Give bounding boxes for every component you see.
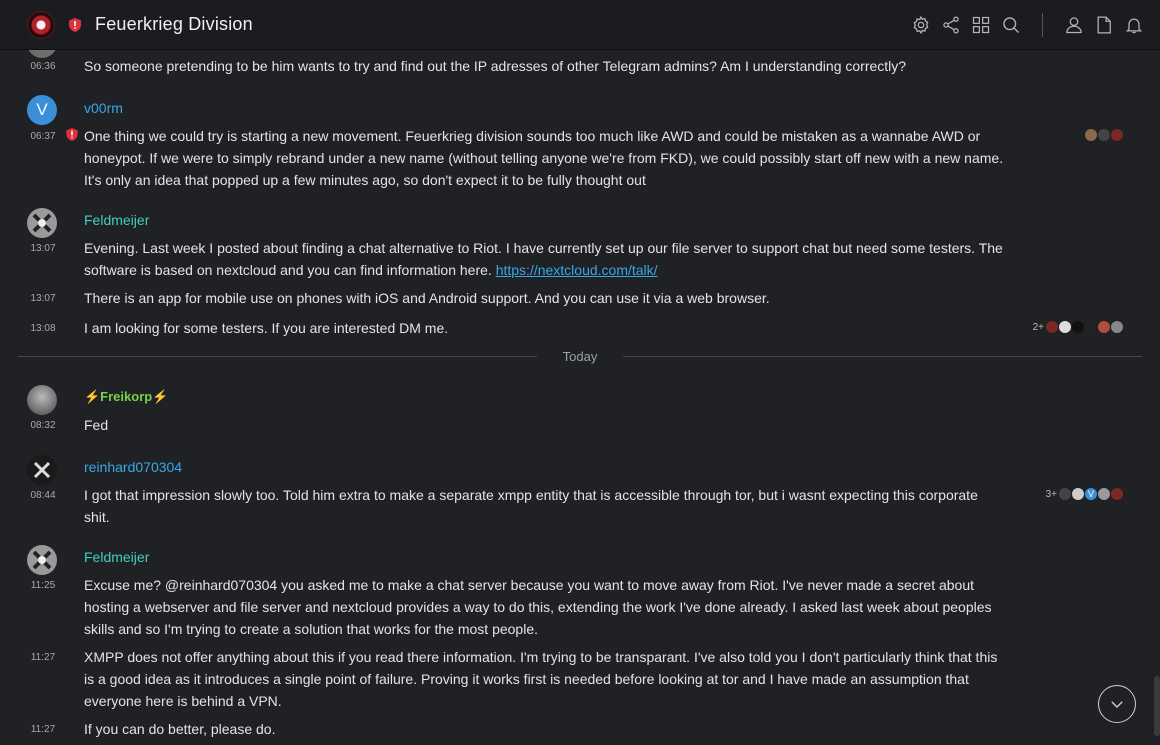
apps-grid-icon[interactable] [970, 14, 992, 36]
receipt-avatar [1058, 487, 1072, 501]
message-body: If you can do better, please do. [84, 721, 276, 737]
receipt-avatar [1110, 320, 1124, 334]
jump-to-bottom-button[interactable] [1098, 685, 1136, 723]
receipt-avatar [1110, 128, 1124, 142]
receipt-avatar [1071, 320, 1085, 334]
message-body: Excuse me? @reinhard070304 you asked me to make a chat server because you want to move away from Riot. I've never made a secret about hosting a webserver and file server and nextcloud provides a way to do this, extending the work I've done already. I asked last week about peoples skills and so I'm trying to create a solution that works for the most people. [84, 577, 992, 637]
message-timeline[interactable] [0, 50, 1152, 745]
message-timestamp: 11:25 [30, 580, 56, 591]
sender-name[interactable]: v00rm [84, 100, 123, 116]
header-toolbar [902, 0, 1145, 50]
shield-alert-icon [66, 128, 78, 141]
message-timestamp: 11:27 [30, 724, 56, 735]
message-timestamp: 08:32 [30, 420, 56, 431]
files-icon[interactable] [1093, 14, 1115, 36]
message-text: Evening. Last week I posted about finding a chat alternative to Riot. I have currently set up our file server to support chat but need some testers. The software is based on nextcloud and you can find information here. [84, 240, 1003, 278]
message-body: XMPP does not offer anything about this if you read there information. I'm trying to be transparant. I've also told you I don't particularly think that this is a good idea as it introduces a single point of failure. Proving it works first is needed before looking at tor and I have made an assumption that everyone here is behind a VPN. [84, 649, 998, 709]
members-icon[interactable] [1063, 14, 1085, 36]
read-receipts[interactable] [1085, 128, 1124, 142]
toolbar-divider [1042, 13, 1043, 37]
message-timestamp: 06:36 [30, 61, 56, 72]
message-body: Fed [84, 417, 109, 433]
message-timestamp: 13:07 [30, 243, 56, 254]
message-timestamp: 13:08 [30, 323, 56, 334]
receipt-avatar [1045, 320, 1059, 334]
message-timestamp: 06:37 [30, 131, 56, 142]
chevron-down-icon [1108, 695, 1126, 713]
room-avatar[interactable] [27, 11, 55, 39]
message-timestamp: 11:27 [30, 652, 56, 663]
read-receipts[interactable] [1046, 487, 1124, 501]
avatar[interactable] [27, 95, 57, 125]
receipt-avatar [1084, 128, 1098, 142]
room-header [0, 0, 1160, 50]
avatar[interactable] [27, 455, 57, 485]
message-body: I am looking for some testers. If you are interested DM me. [84, 320, 449, 336]
sender-name[interactable]: Feldmeijer [84, 549, 150, 565]
message-link[interactable]: https://nextcloud.com/talk/ [495, 262, 658, 278]
receipt-avatar [1084, 487, 1098, 501]
message-timestamp: 13:07 [30, 293, 56, 304]
notifications-icon[interactable] [1123, 14, 1145, 36]
avatar[interactable] [27, 385, 57, 415]
receipt-avatar [1071, 487, 1085, 501]
avatar[interactable] [27, 50, 57, 58]
avatar-letter: V [36, 100, 48, 119]
message-body: There is an app for mobile use on phones with iOS and Android support. And you can use it via a web browser. [84, 290, 770, 306]
avatar[interactable] [27, 208, 57, 238]
shield-alert-icon [69, 18, 81, 32]
share-icon[interactable] [940, 14, 962, 36]
date-divider-label: Today [537, 349, 623, 364]
message-body: I got that impression slowly too. Told him extra to make a separate xmpp entity that is accessible through tor, but i wasnt expecting this corporate shit. [84, 487, 978, 525]
receipt-avatar [1097, 128, 1111, 142]
message-timestamp: 08:44 [30, 490, 56, 501]
room-name: Feuerkrieg Division [95, 14, 253, 34]
sender-name[interactable]: ⚡Freikorp⚡ [84, 389, 169, 404]
sender-name[interactable]: reinhard070304 [84, 459, 183, 475]
timeline-scrollbar[interactable] [1154, 676, 1160, 736]
settings-icon[interactable] [910, 14, 932, 36]
receipt-letter: V [1087, 489, 1094, 499]
receipt-avatar [1084, 320, 1098, 334]
receipt-count: 3+ [1045, 488, 1057, 500]
sender-name[interactable]: Feldmeijer [84, 212, 150, 228]
message-body [84, 237, 1004, 281]
receipt-avatar [1097, 487, 1111, 501]
receipt-count: 2+ [1032, 321, 1044, 333]
message-body: One thing we could try is starting a new movement. Feuerkrieg division sounds too much like AWD and could be mistaken as a wannabe AWD or honeypot. If we were to simply rebrand under a new name (without telling anyone we're from FKD), we could possibly start off new with a new name. It's only an idea that popped up a few minutes ago, so don't expect it to be fully thought out [84, 128, 1004, 188]
message-body: So someone pretending to be him wants to try and find out the IP adresses of other Telegram admins? Am I understanding correctly? [84, 58, 907, 74]
search-icon[interactable] [1000, 14, 1022, 36]
receipt-avatar [1097, 320, 1111, 334]
read-receipts[interactable] [1033, 320, 1124, 334]
receipt-avatar [1058, 320, 1072, 334]
receipt-avatar [1110, 487, 1124, 501]
avatar[interactable] [27, 545, 57, 575]
